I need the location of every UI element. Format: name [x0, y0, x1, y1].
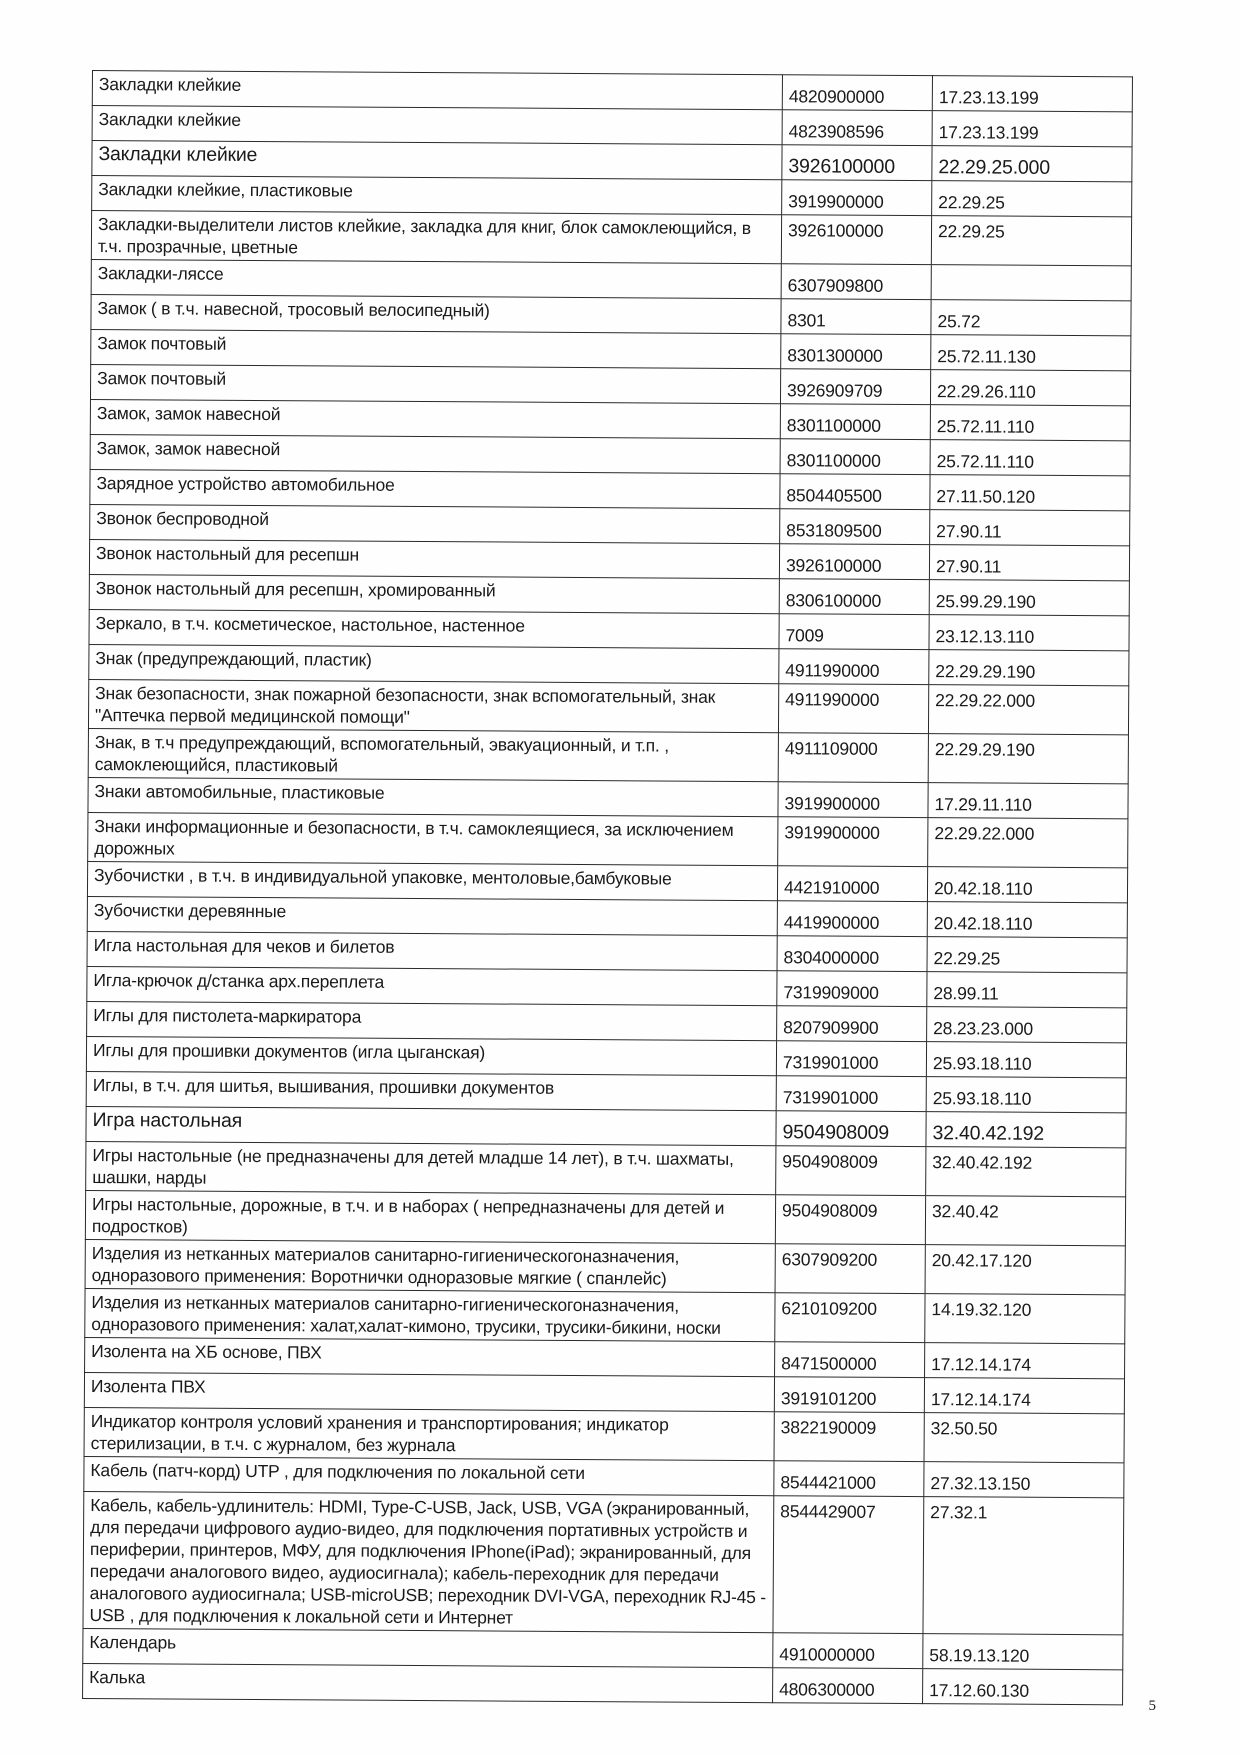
okpd-code-cell: 22.29.25	[932, 181, 1132, 217]
item-name-cell: Индикатор контроля условий хранения и транспортирования; индикатор стерилизации, в т.ч. с журналом, без журнала	[84, 1407, 774, 1460]
table-row	[88, 728, 1128, 783]
item-name-cell: Закладки-ляссе	[91, 259, 781, 298]
item-name-cell: Звонок настольный для ресепшн	[89, 539, 779, 578]
okpd-code-cell: 28.99.11	[927, 972, 1127, 1008]
tnved-code-cell: 8544421000	[774, 1461, 924, 1497]
okpd-code-cell: 22.29.25	[927, 937, 1127, 973]
item-name-cell: Игры настольные, дорожные, в т.ч. и в наборах ( непредназначены для детей и подростков)	[85, 1190, 775, 1243]
item-name-cell: Закладки клейкие	[92, 71, 782, 110]
okpd-code-cell	[931, 265, 1131, 301]
tnved-code-cell: 8471500000	[775, 1342, 925, 1378]
tnved-code-cell: 3919900000	[778, 817, 928, 867]
item-name-cell: Игла-крючок д/станка арх.переплета	[87, 966, 777, 1005]
okpd-code-cell: 17.12.60.130	[923, 1669, 1123, 1705]
okpd-code-cell: 14.19.32.120	[925, 1294, 1125, 1344]
item-name-cell: Калька	[83, 1663, 773, 1702]
tnved-code-cell: 4911990000	[779, 649, 929, 685]
table-row	[83, 1491, 1124, 1634]
item-name-cell: Кабель, кабель-удлинитель: HDMI, Type-C-USB, Jack, USB, VGA (экранированный, для передачи цифрового аудио-видео, для подключения портативных устройств и периферии, принтеров, МФУ, для подключения IPhone(iPad); экранированный, для передачи аналогового видео, аудиосигнала); кабель-переходник для передачи аналогового аудиосигнала; USB-microUSB; переходник DVI-VGA, переходник RJ-45 - USB , для подключения к локальной сети и Интернет	[83, 1491, 774, 1632]
item-name-cell: Знак, в т.ч предупреждающий, вспомогательный, эвакуационный, и т.п. , самоклеющийся, пластиковый	[88, 728, 778, 781]
okpd-code-cell: 25.72.11.110	[930, 405, 1130, 441]
okpd-code-cell: 20.42.18.110	[927, 867, 1127, 903]
tnved-code-cell: 4419900000	[777, 901, 927, 937]
item-name-cell: Замок, замок навесной	[90, 399, 780, 438]
item-name-cell: Знак (предупреждающий, пластик)	[89, 644, 779, 683]
okpd-code-cell: 22.29.29.190	[929, 650, 1129, 686]
okpd-code-cell: 27.32.1	[923, 1497, 1124, 1635]
item-name-cell: Знаки автомобильные, пластиковые	[88, 777, 778, 816]
okpd-code-cell: 27.90.11	[929, 545, 1129, 581]
tnved-code-cell: 8544429007	[773, 1496, 924, 1634]
table-row	[91, 211, 1131, 266]
tnved-code-cell: 4911109000	[778, 733, 928, 783]
tnved-code-cell: 8306100000	[779, 579, 929, 615]
item-name-cell: Игра настольная	[86, 1106, 776, 1145]
item-name-cell: Звонок настольный для ресепшн, хромированный	[89, 574, 779, 613]
item-name-cell: Зубочистки деревянные	[87, 896, 777, 935]
okpd-code-cell: 17.12.14.174	[925, 1343, 1125, 1379]
tnved-code-cell: 8301100000	[780, 404, 930, 440]
tnved-code-cell: 3919900000	[782, 180, 932, 216]
tnved-code-cell: 3926909709	[780, 369, 930, 405]
tnved-code-cell: 3919900000	[778, 782, 928, 818]
okpd-code-cell: 25.72	[931, 300, 1131, 336]
table-row	[83, 1663, 1123, 1704]
tnved-code-cell: 3919101200	[774, 1377, 924, 1413]
okpd-code-cell: 28.23.23.000	[927, 1007, 1127, 1043]
item-name-cell: Зеркало, в т.ч. косметическое, настольное, настенное	[89, 609, 779, 648]
item-name-cell: Зубочистки , в т.ч. в индивидуальной упаковке, ментоловые,бамбуковые	[87, 861, 777, 900]
item-name-cell: Игры настольные (не предназначены для детей младше 14 лет), в т.ч. шахматы, шашки, нарды	[86, 1141, 776, 1194]
tnved-code-cell: 9504908009	[776, 1146, 926, 1196]
table-row	[88, 812, 1128, 867]
item-name-cell: Календарь	[83, 1628, 773, 1667]
item-name-cell: Закладки клейкие	[92, 141, 782, 180]
tnved-code-cell: 8207909900	[777, 1006, 927, 1042]
okpd-code-cell: 22.29.29.190	[928, 734, 1128, 784]
tnved-code-cell: 3822190009	[774, 1412, 924, 1462]
item-name-cell: Замок почтовый	[91, 329, 781, 368]
item-name-cell: Изолента ПВХ	[84, 1372, 774, 1411]
item-name-cell: Иглы для прошивки документов (игла цыганская)	[86, 1036, 776, 1075]
item-name-cell: Замок, замок навесной	[90, 434, 780, 473]
okpd-code-cell: 22.29.26.110	[930, 370, 1130, 406]
okpd-code-cell: 17.12.14.174	[924, 1378, 1124, 1414]
okpd-code-cell: 25.72.11.110	[930, 440, 1130, 476]
okpd-code-cell: 32.50.50	[924, 1413, 1124, 1463]
okpd-code-cell: 25.99.29.190	[929, 580, 1129, 616]
goods-table-body	[83, 71, 1133, 1705]
tnved-code-cell: 7319901000	[776, 1076, 926, 1112]
okpd-code-cell: 32.40.42.192	[926, 1147, 1126, 1197]
goods-table	[82, 70, 1133, 1705]
tnved-code-cell: 8531809500	[780, 509, 930, 545]
item-name-cell: Иглы, в т.ч. для шитья, вышивания, прошивки документов	[86, 1071, 776, 1110]
table-row	[85, 1239, 1125, 1294]
tnved-code-cell: 7319909000	[777, 971, 927, 1007]
item-name-cell: Закладки клейкие	[92, 106, 782, 145]
okpd-code-cell: 58.19.13.120	[923, 1634, 1123, 1670]
table-row	[85, 1288, 1125, 1343]
tnved-code-cell: 3926100000	[782, 145, 932, 181]
okpd-code-cell: 25.93.18.110	[926, 1077, 1126, 1113]
okpd-code-cell: 22.29.22.000	[928, 685, 1128, 735]
tnved-code-cell: 7319901000	[776, 1041, 926, 1077]
item-name-cell: Кабель (патч-корд) UTP , для подключения по локальной сети	[84, 1456, 774, 1495]
page-number: 5	[1148, 1698, 1156, 1714]
tnved-code-cell: 4823908596	[782, 110, 932, 146]
tnved-code-cell: 8304000000	[777, 936, 927, 972]
okpd-code-cell: 22.29.25	[931, 216, 1131, 266]
tnved-code-cell: 4911990000	[778, 684, 928, 734]
okpd-code-cell: 17.23.13.199	[932, 76, 1132, 112]
okpd-code-cell: 27.11.50.120	[930, 475, 1130, 511]
item-name-cell: Изолента на ХБ основе, ПВХ	[85, 1337, 775, 1376]
item-name-cell: Замок почтовый	[90, 364, 780, 403]
item-name-cell: Изделия из нетканных материалов санитарно-гигиеническогоназначения, одноразового применения: халат,халат-кимоно, трусики, трусики-бикини, носки	[85, 1288, 775, 1341]
tnved-code-cell: 4421910000	[777, 866, 927, 902]
tnved-code-cell: 8301100000	[780, 439, 930, 475]
item-name-cell: Иглы для пистолета-маркиратора	[87, 1001, 777, 1040]
item-name-cell: Зарядное устройство автомобильное	[90, 469, 780, 508]
okpd-code-cell: 32.40.42	[925, 1196, 1125, 1246]
tnved-code-cell: 9504908009	[775, 1195, 925, 1245]
tnved-code-cell: 9504908009	[776, 1111, 926, 1147]
table-row	[84, 1407, 1124, 1462]
item-name-cell: Игла настольная для чеков и билетов	[87, 931, 777, 970]
okpd-code-cell: 27.32.13.150	[924, 1462, 1124, 1498]
tnved-code-cell: 4820900000	[782, 75, 932, 111]
okpd-code-cell: 20.42.17.120	[925, 1245, 1125, 1295]
tnved-code-cell: 4910000000	[773, 1633, 923, 1669]
item-name-cell: Знак безопасности, знак пожарной безопасности, знак вспомогательный, знак "Аптечка первой медицинской помощи"	[88, 679, 778, 732]
tnved-code-cell: 3926100000	[781, 215, 931, 265]
item-name-cell: Закладки-выделители листов клейкие, закладка для книг, блок самоклеющийся, в т.ч. прозрачные, цветные	[91, 211, 781, 264]
okpd-code-cell: 27.90.11	[930, 510, 1130, 546]
table-row	[85, 1190, 1125, 1245]
okpd-code-cell: 25.72.11.130	[931, 335, 1131, 371]
tnved-code-cell: 8504405500	[780, 474, 930, 510]
tnved-code-cell: 6307909200	[775, 1244, 925, 1294]
okpd-code-cell: 20.42.18.110	[927, 902, 1127, 938]
tnved-code-cell: 7009	[779, 614, 929, 650]
item-name-cell: Знаки информационные и безопасности, в т.ч. самоклеящиеся, за исключением дорожных	[88, 812, 778, 865]
table-row	[86, 1141, 1126, 1196]
item-name-cell: Изделия из нетканных материалов санитарно-гигиеническогоназначения, одноразового применения: Воротнички одноразовые мягкие ( спанлейс)	[85, 1239, 775, 1292]
okpd-code-cell: 22.29.25.000	[932, 146, 1132, 182]
table-row	[88, 679, 1128, 734]
item-name-cell: Звонок беспроводной	[90, 504, 780, 543]
item-name-cell: Замок ( в т.ч. навесной, тросовый велосипедный)	[91, 294, 781, 333]
okpd-code-cell: 17.23.13.199	[932, 111, 1132, 147]
okpd-code-cell: 23.12.13.110	[929, 615, 1129, 651]
tnved-code-cell: 6210109200	[775, 1293, 925, 1343]
tnved-code-cell: 6307909800	[781, 264, 931, 300]
tnved-code-cell: 8301300000	[781, 334, 931, 370]
okpd-code-cell: 22.29.22.000	[928, 818, 1128, 868]
okpd-code-cell: 32.40.42.192	[926, 1112, 1126, 1148]
okpd-code-cell: 17.29.11.110	[928, 783, 1128, 819]
tnved-code-cell: 4806300000	[773, 1668, 923, 1704]
tnved-code-cell: 3926100000	[779, 544, 929, 580]
item-name-cell: Закладки клейкие, пластиковые	[92, 176, 782, 215]
tnved-code-cell: 8301	[781, 299, 931, 335]
okpd-code-cell: 25.93.18.110	[926, 1042, 1126, 1078]
